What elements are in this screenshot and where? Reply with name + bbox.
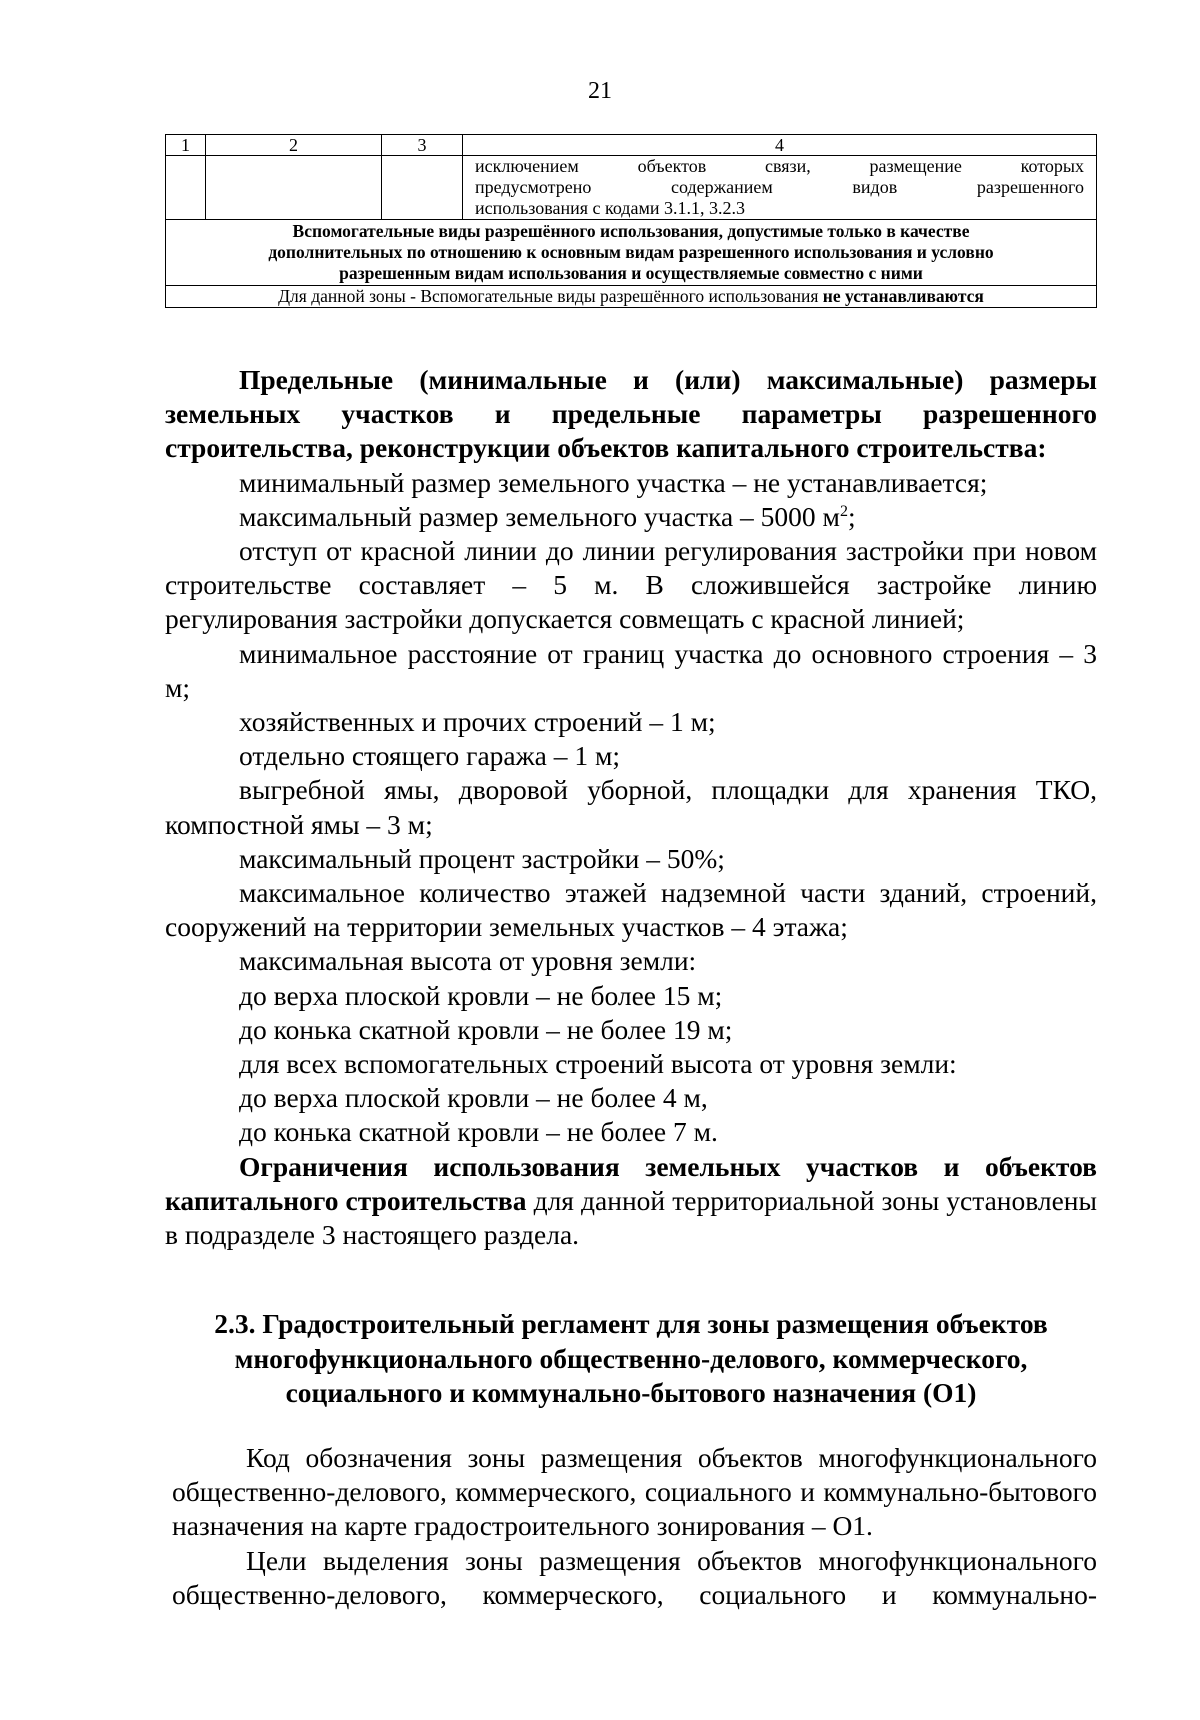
garage-item: отдельно стоящего гаража – 1 м;	[239, 740, 620, 772]
limits-heading-line: земельных участков и предельные параметры разрешенного	[165, 398, 1097, 430]
restrictions-rest: для данной территориальной зоны установлены в подразделе 3 настоящего раздела.	[165, 1184, 1097, 1251]
aux-uses-heading	[166, 220, 1097, 286]
min-size-item: минимальный размер земельного участка – не устанавливается;	[239, 466, 988, 498]
table-row	[166, 156, 1097, 220]
table-cell	[382, 156, 463, 220]
section-body	[172, 1441, 1097, 1612]
description-line: исключением объектов связи, размещение которых	[475, 156, 1084, 176]
table-cell	[166, 156, 206, 220]
max-size-end: ;	[847, 500, 856, 532]
min-distance-item: минимальное расстояние от границ участка до основного строения – 3 м;	[165, 637, 1097, 703]
zone-goals-line: общественно-делового, коммерческого, социального и коммунально-	[172, 1578, 1097, 1610]
aux-flat-roof-item: до верха плоской кровли – не более 4 м,	[239, 1082, 708, 1114]
cesspit-item: выгребной ямы, дворовой уборной, площадки для хранения ТКО, компостной ямы – 3 м;	[165, 774, 1097, 840]
table-header-cell: 1	[166, 135, 206, 156]
restrictions-paragraph	[165, 1150, 1097, 1253]
section-heading-line: многофункционального общественно-делового, коммерческого,	[234, 1342, 1028, 1374]
permitted-use-table	[165, 134, 1097, 308]
limits-heading-line: Предельные (минимальные и (или) максимальные) размеры	[239, 364, 1097, 395]
max-size-text: максимальный размер земельного участка – 5000 м	[239, 500, 840, 532]
outbuildings-item: хозяйственных и прочих строений – 1 м;	[239, 706, 716, 738]
aux-height-title: для всех вспомогательных строений высота от уровня земли:	[239, 1048, 957, 1080]
aux-pitched-roof-item: до конька скатной кровли – не более 7 м.	[239, 1116, 718, 1148]
table-header-row	[166, 135, 1097, 156]
zone-code-paragraph: Код обозначения зоны размещения объектов многофункционального общественно-делового, коммерческого, социального и коммунально-бытового назначения на карте градостроительного зонирования – О1.	[172, 1442, 1097, 1542]
aux-heading-line: дополнительных по отношению к основным видам разрешенного использования и условно	[268, 242, 994, 262]
table-cell-description	[463, 156, 1097, 220]
section-heading-line: социального и коммунально-бытового назначения (О1)	[285, 1377, 977, 1408]
setback-item: отступ от красной линии до линии регулирования застройки при новом строительстве составляет – 5 м. В сложившейся застройке линию регулирования застройки допускается совмещать с красной линией;	[165, 535, 1097, 635]
aux-heading-line: Вспомогательные виды разрешённого использования, допустимые только в качестве	[292, 221, 970, 241]
flat-roof-item: до верха плоской кровли – не более 15 м;	[239, 979, 723, 1011]
coverage-item: максимальный процент застройки – 50%;	[239, 842, 725, 874]
description-line: предусмотрено содержанием видов разрешенного	[475, 177, 1084, 197]
height-title: максимальная высота от уровня земли:	[239, 945, 697, 977]
description-line: использования с кодами 3.1.1, 3.2.3	[475, 198, 745, 218]
aux-uses-note	[166, 286, 1097, 308]
section-heading	[165, 1307, 1097, 1411]
section-heading-line: 2.3. Градостроительный регламент для зоны размещения объектов	[214, 1308, 1048, 1339]
aux-heading-line: разрешенным видам использования и осуществляемые совместно с ними	[339, 263, 923, 283]
table-header-cell: 4	[463, 135, 1097, 156]
table-header-cell: 3	[382, 135, 463, 156]
pitched-roof-item: до конька скатной кровли – не более 19 м;	[239, 1013, 733, 1045]
floors-item: максимальное количество этажей надземной части зданий, строений, сооружений на территории земельных участков – 4 этажа;	[165, 877, 1097, 943]
zone-goals-line: Цели выделения зоны размещения объектов многофункционального	[246, 1544, 1097, 1576]
note-bold-text: не устанавливаются	[822, 286, 984, 306]
aux-uses-note-row	[166, 286, 1097, 308]
table-cell	[206, 156, 382, 220]
square-superscript: 2	[839, 502, 848, 520]
note-text: Для данной зоны - Вспомогательные виды разрешённого использования	[278, 286, 823, 306]
page-number: 21	[588, 78, 612, 104]
max-size-item	[165, 500, 1097, 534]
aux-uses-heading-row	[166, 220, 1097, 286]
restrictions-bold: Ограничения использования земельных участков и объектов капитального строительства	[165, 1150, 1097, 1216]
limits-heading-line: строительства, реконструкции объектов капитального строительства:	[165, 432, 1047, 464]
limits-section	[165, 363, 1097, 1252]
table-header-cell: 2	[206, 135, 382, 156]
